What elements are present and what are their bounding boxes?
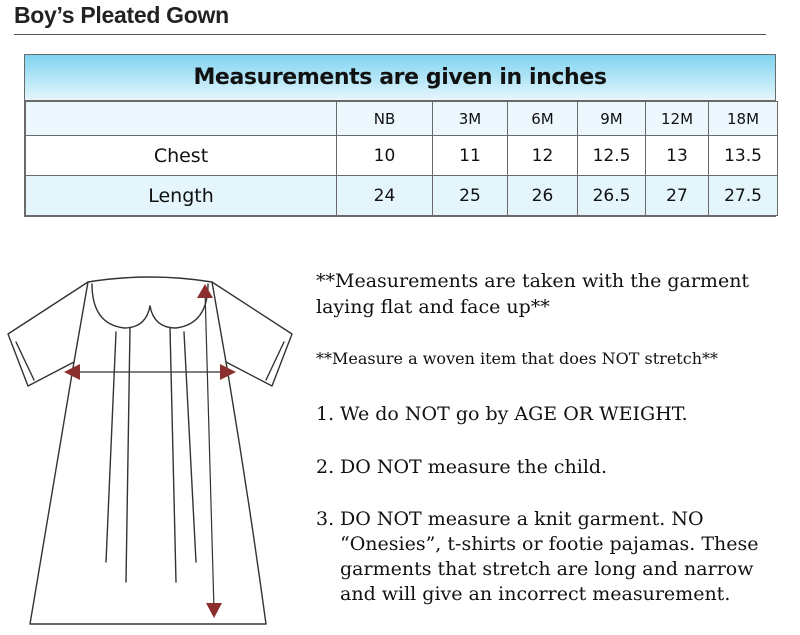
table-row-length	[26, 176, 778, 216]
step-number: 3.	[316, 508, 335, 530]
table-cell: 12.5	[578, 136, 646, 176]
gown-measurement-diagram	[0, 262, 300, 632]
step-text: We do NOT go by AGE OR WEIGHT.	[340, 403, 688, 425]
table-row-chest	[26, 136, 778, 176]
note-woven-item: **Measure a woven item that does NOT stretch**	[316, 349, 718, 368]
instruction-step	[316, 455, 786, 480]
size-header-cell: 9M	[578, 102, 646, 136]
length-arrow-bottom-icon	[206, 603, 222, 618]
table-cell: 11	[433, 136, 508, 176]
step-text: DO NOT measure the child.	[340, 456, 608, 478]
table-cell: 24	[337, 176, 433, 216]
pleat-line	[184, 332, 196, 562]
instruction-step	[316, 402, 786, 427]
row-label-chest: Chest	[26, 136, 337, 176]
length-measure-line	[205, 290, 214, 610]
size-chart	[24, 54, 776, 217]
size-header-cell: 12M	[646, 102, 709, 136]
size-header-corner	[26, 102, 337, 136]
title-divider	[14, 34, 766, 35]
size-header-cell: 3M	[433, 102, 508, 136]
step-text: DO NOT measure a knit garment. NO “Onesies”, t-shirts or footie pajamas. These garments that stretch are long and narrow and will give an incorrect measurement.	[340, 508, 759, 605]
pleat-line	[106, 332, 116, 562]
gown-body	[30, 277, 266, 624]
size-chart-heading: Measurements are given in inches	[193, 65, 607, 90]
table-cell: 12	[508, 136, 578, 176]
table-cell: 25	[433, 176, 508, 216]
row-label-length: Length	[26, 176, 337, 216]
table-cell: 27	[646, 176, 709, 216]
table-cell: 27.5	[709, 176, 778, 216]
length-arrow-top-icon	[197, 284, 213, 298]
size-header-cell: 18M	[709, 102, 778, 136]
size-header-cell: 6M	[508, 102, 578, 136]
size-table	[25, 101, 778, 216]
collar-left	[92, 284, 150, 328]
table-cell: 10	[337, 136, 433, 176]
step-number: 1.	[316, 403, 335, 425]
table-cell: 13	[646, 136, 709, 176]
pleat-line	[170, 328, 176, 582]
pleat-line	[126, 328, 130, 582]
table-cell: 13.5	[709, 136, 778, 176]
size-header-row	[26, 102, 778, 136]
page-title: Boy’s Pleated Gown	[14, 2, 229, 28]
note-laying-flat: **Measurements are taken with the garment laying flat and face up**	[316, 270, 750, 318]
collar-right	[150, 284, 208, 328]
table-cell: 26	[508, 176, 578, 216]
step-number: 2.	[316, 456, 335, 478]
size-chart-header	[25, 55, 775, 101]
instruction-step	[316, 507, 786, 607]
size-header-cell: NB	[337, 102, 433, 136]
table-cell: 26.5	[578, 176, 646, 216]
